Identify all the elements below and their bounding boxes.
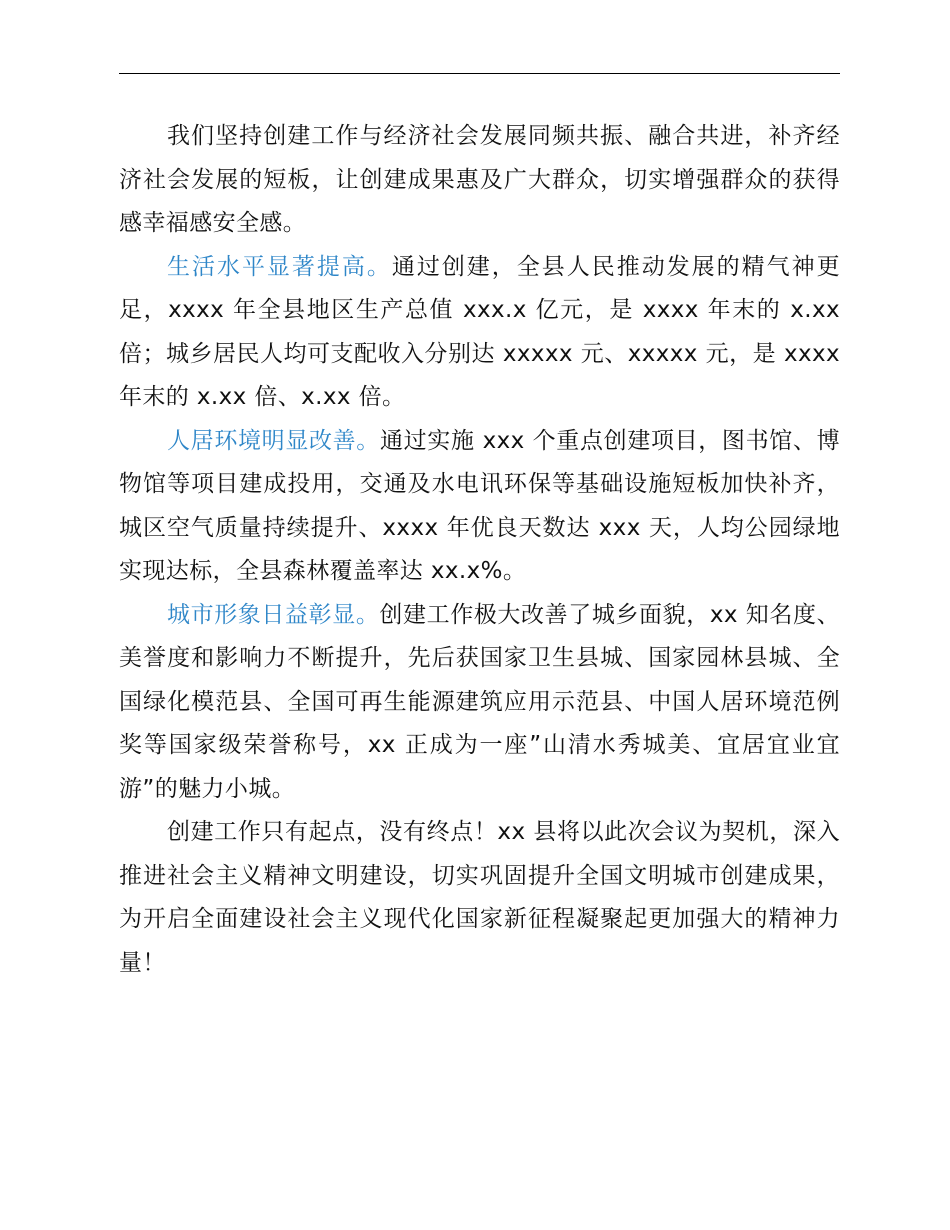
paragraph-text: 创建工作只有起点，没有终点！xx 县将以此次会议为契机，深入推进社会主义精神文明建设，切实巩固提升全国文明城市创建成果，为开启全面建设社会主义现代化国家新征程凝聚起更加强大的精神力量！ bbox=[119, 819, 840, 976]
paragraph-text: 我们坚持创建工作与经济社会发展同频共振、融合共进，补齐经济社会发展的短板，让创建成果惠及广大群众，切实增强群众的获得感幸福感安全感。 bbox=[119, 123, 840, 236]
paragraph-intro bbox=[119, 115, 840, 246]
paragraph-heading: 生活水平显著提高。 bbox=[167, 253, 392, 280]
paragraph-living-standard bbox=[119, 246, 840, 420]
paragraph-heading: 人居环境明显改善。 bbox=[167, 427, 380, 454]
paragraph-text: 通过创建，全县人民推动发展的精气神更足，xxxx 年全县地区生产总值 xxx.x 亿元，是 xxxx 年末的 x.xx 倍；城乡居民人均可支配收入分别达 xxxxx 元、xxxxx 元，是 xxxx 年末的 x.xx 倍、x.xx 倍。 bbox=[119, 253, 840, 410]
paragraph-heading: 城市形象日益彰显。 bbox=[167, 601, 380, 628]
paragraph-living-environment bbox=[119, 420, 840, 594]
paragraph-text: 通过实施 xxx 个重点创建项目，图书馆、博物馆等项目建成投用，交通及水电讯环保等基础设施短板加快补齐，城区空气质量持续提升、xxxx 年优良天数达 xxx 天，人均公园绿地实现达标，全县森林覆盖率达 xx.x%。 bbox=[119, 427, 840, 584]
paragraph-text: 创建工作极大改善了城乡面貌，xx 知名度、美誉度和影响力不断提升，先后获国家卫生县城、国家园林县城、全国绿化模范县、全国可再生能源建筑应用示范县、中国人居环境范例奖等国家级荣誉称号，xx 正成为一座”山清水秀城美、宜居宜业宜游”的魅力小城。 bbox=[119, 601, 840, 802]
header-rule bbox=[119, 73, 840, 74]
document-body bbox=[119, 115, 840, 985]
paragraph-conclusion bbox=[119, 811, 840, 985]
paragraph-city-image bbox=[119, 594, 840, 812]
